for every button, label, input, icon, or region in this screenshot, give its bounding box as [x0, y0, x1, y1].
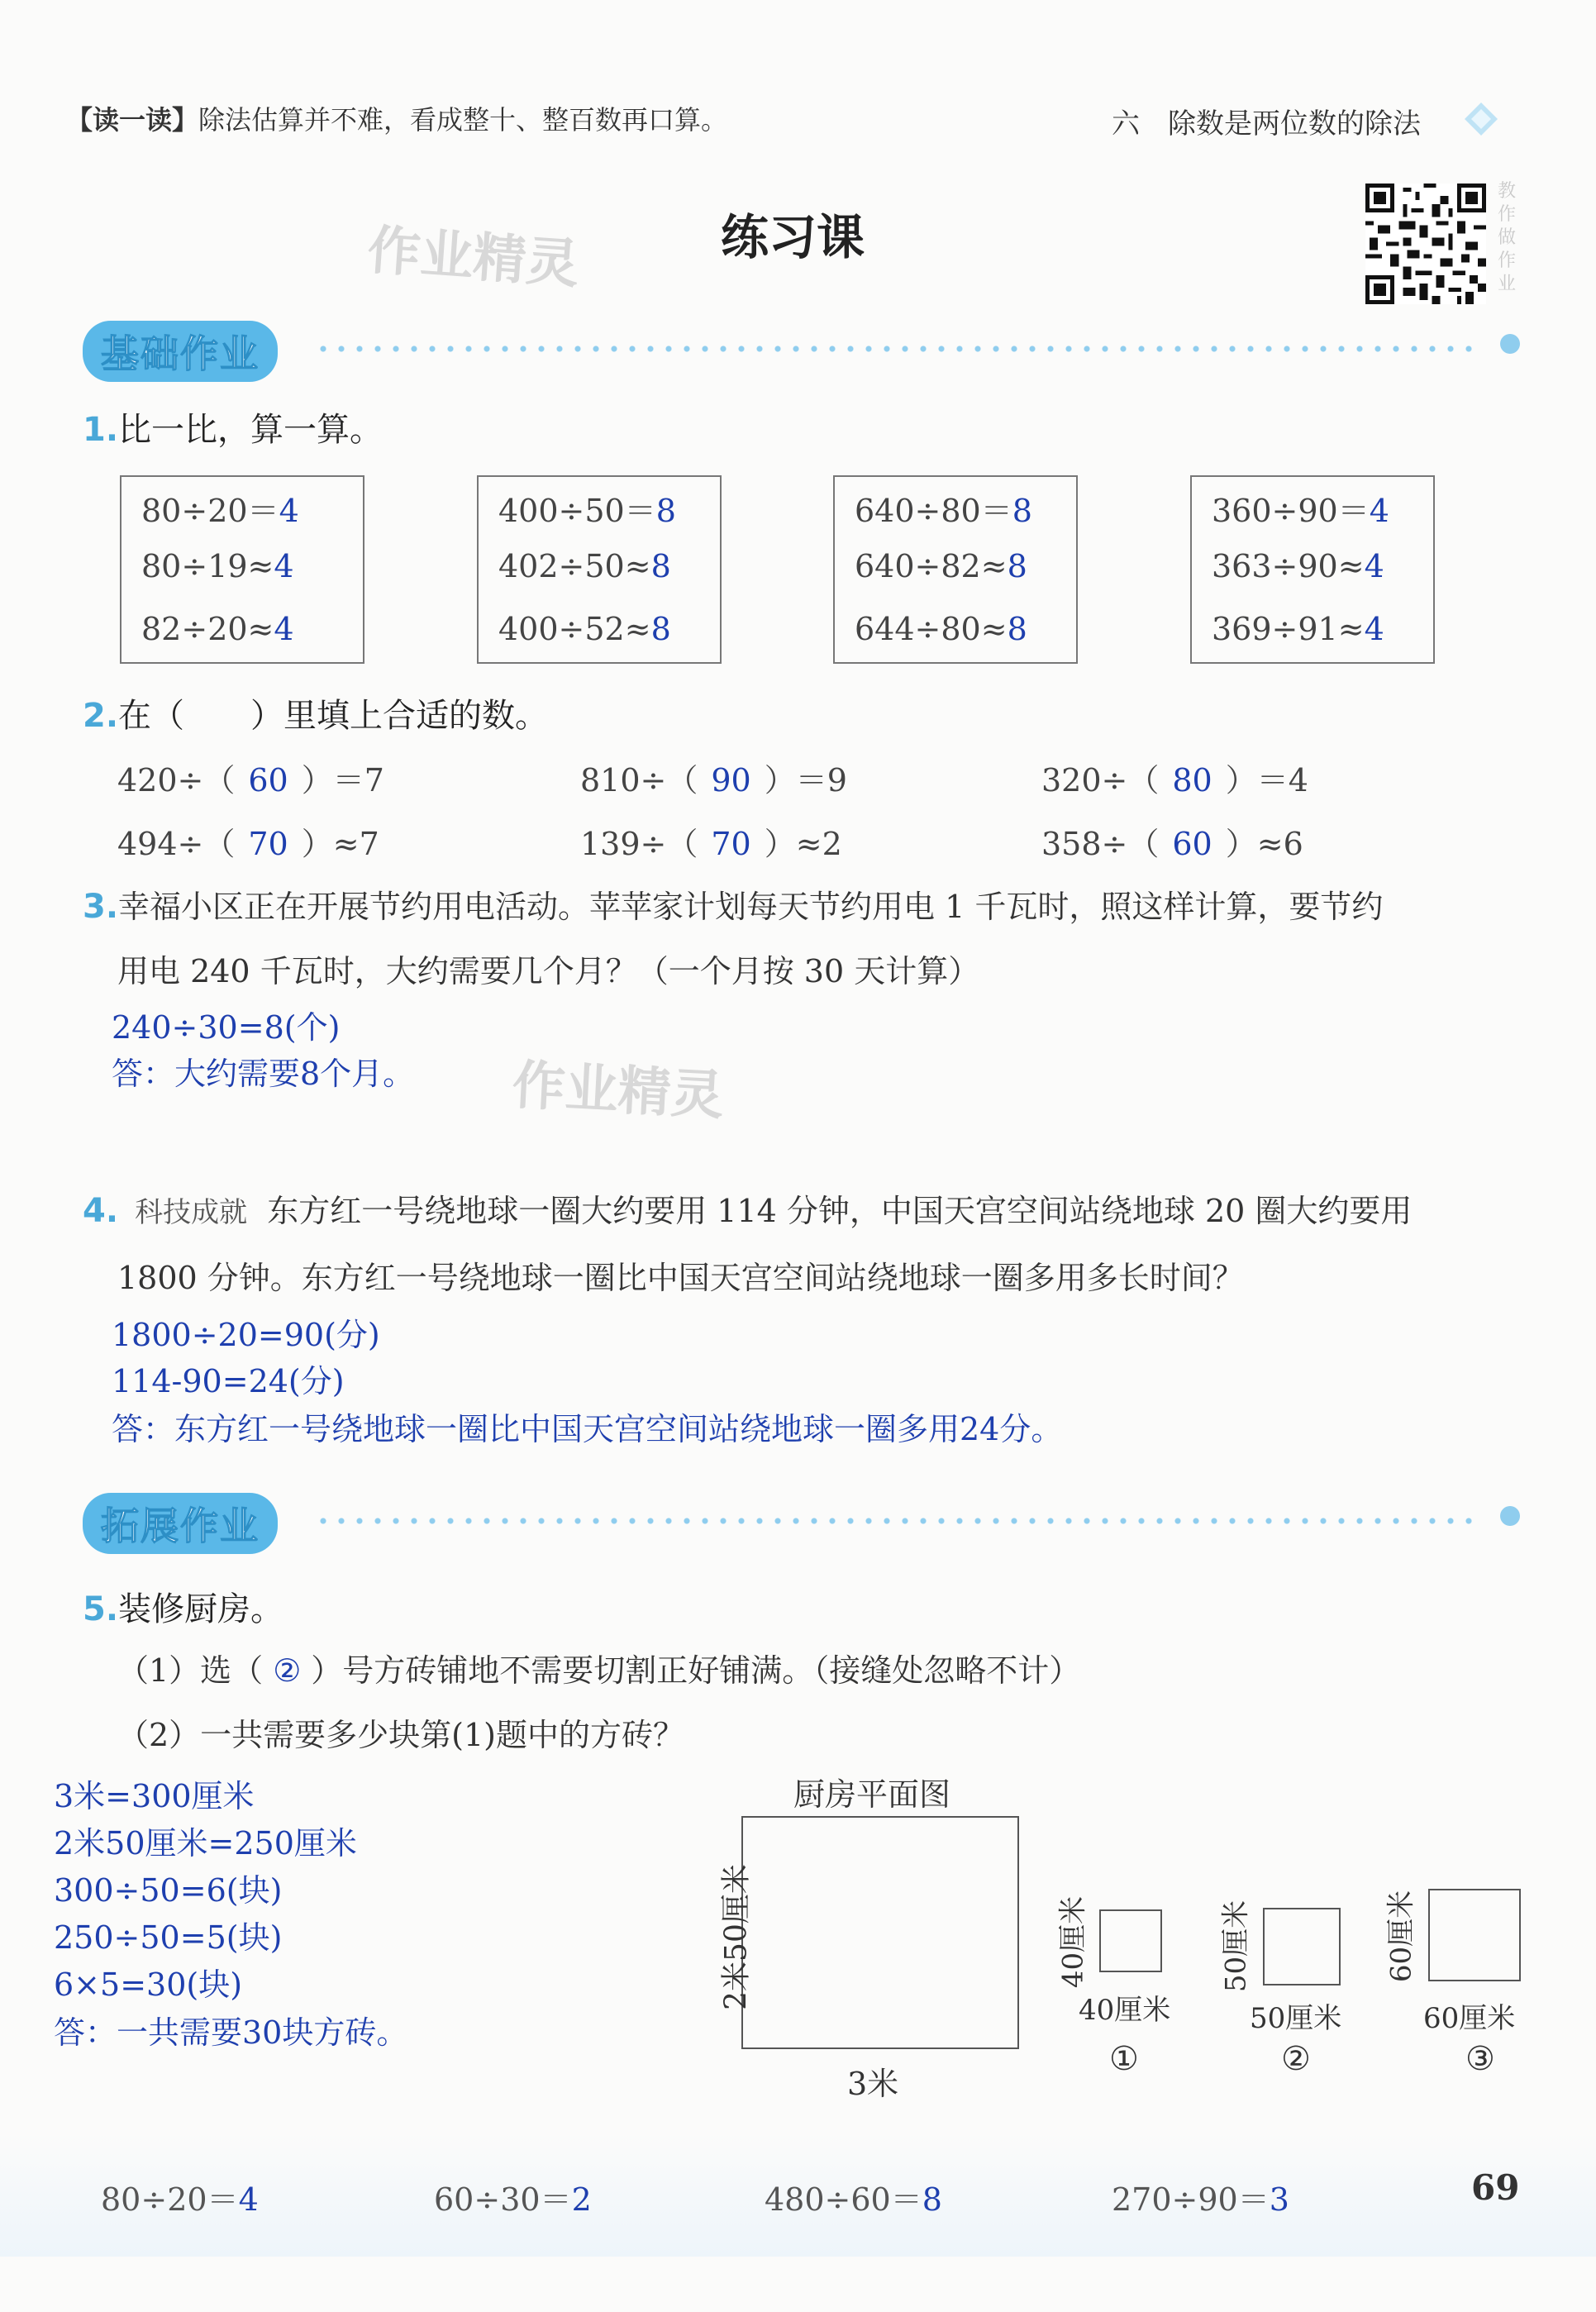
q1-box-line: 369÷91≈4 — [1212, 611, 1384, 647]
q1-box-line: 640÷82≈8 — [855, 548, 1027, 584]
q1-box-line: 640÷80＝8 — [855, 493, 1032, 529]
q1-answer: 4 — [1364, 548, 1384, 584]
section-extend-end-dot — [1500, 1506, 1520, 1526]
chapter-title: 六 除数是两位数的除法 — [1112, 107, 1421, 141]
q2-answer: 60 — [1172, 826, 1212, 862]
q1-box-line: 360÷90＝4 — [1212, 493, 1389, 529]
q5-number: 5. — [83, 1590, 119, 1628]
section-extend-label: 拓展作业 — [83, 1493, 278, 1554]
q2-answer: 70 — [248, 826, 288, 862]
tile-3-square — [1428, 1889, 1521, 1981]
q3-line-2: 用电 240 千瓦时，大约需要几个月？（一个月按 30 天计算） — [117, 953, 980, 989]
footer-item: 480÷60＝8 — [765, 2181, 942, 2218]
q2-item: 494÷（ 70 ）≈7 — [117, 826, 379, 862]
q1-number: 1. — [83, 411, 119, 449]
footer-answer: 8 — [922, 2181, 942, 2218]
header-read-tip — [66, 99, 727, 137]
footer-item: 60÷30＝2 — [434, 2181, 592, 2218]
q1-box-line: 82÷20≈4 — [141, 611, 294, 647]
q1-answer: 8 — [1012, 493, 1032, 529]
q5-sub1-answer: ② — [273, 1652, 302, 1689]
q1-box-line: 80÷19≈4 — [141, 548, 294, 584]
section-basic-end-dot — [1500, 334, 1520, 354]
kitchen-plan-rect — [741, 1816, 1019, 2049]
page-title: 练习课 — [721, 209, 865, 265]
footer-answer: 4 — [238, 2181, 259, 2218]
kitchen-plan-height-label: 2米50厘米 — [719, 1864, 754, 2010]
section-basic-label: 基础作业 — [83, 321, 278, 382]
q1-answer: 4 — [279, 493, 299, 529]
qr-code[interactable] — [1365, 184, 1486, 304]
footer-answer: 3 — [1269, 2181, 1289, 2218]
q2-item: 358÷（ 60 ）≈6 — [1041, 826, 1303, 862]
watermark-2: 作业精灵 — [510, 1055, 726, 1127]
q1-box-4 — [1190, 475, 1435, 664]
q5-answer-3: 300÷50=6(块) — [54, 1872, 283, 1909]
q1-box-line: 80÷20＝4 — [141, 493, 299, 529]
section-extend-divider — [314, 1518, 1479, 1524]
q1-answer: 4 — [274, 611, 294, 647]
kitchen-plan-width-label: 3米 — [847, 2066, 899, 2102]
tile-3-bottom-label: 60厘米 — [1423, 2002, 1516, 2035]
qr-side-text: 教作做作业 — [1498, 181, 1517, 294]
tile-1-number: ① — [1109, 2040, 1139, 2078]
q4-line-1: 东方红一号绕地球一圈大约要用 114 分钟，中国天宫空间站绕地球 20 圈大约要用 — [267, 1193, 1413, 1229]
page-number: 69 — [1471, 2167, 1520, 2208]
q2-number: 2. — [83, 697, 119, 735]
q3-answer-2: 答：大约需要8个月。 — [112, 1056, 415, 1092]
tile-1-square — [1099, 1909, 1162, 1972]
q1-text: 比一比，算一算。 — [118, 411, 384, 449]
read-text: 除法估算并不难，看成整十、整百数再口算。 — [198, 104, 728, 136]
q5-text: 装修厨房。 — [118, 1590, 284, 1628]
q1-box-line: 644÷80≈8 — [855, 611, 1027, 647]
read-tag: 【读一读】 — [66, 104, 199, 136]
section-basic-divider — [314, 346, 1479, 352]
q2-answer: 80 — [1172, 762, 1212, 798]
kitchen-plan-title: 厨房平面图 — [793, 1776, 951, 1813]
tile-2-bottom-label: 50厘米 — [1250, 2002, 1342, 2035]
tile-3-side-label: 60厘米 — [1384, 1890, 1418, 1983]
q4-number: 4. — [83, 1192, 119, 1230]
q1-box-3 — [833, 475, 1078, 664]
q2-answer: 90 — [711, 762, 751, 798]
q1-answer: 8 — [650, 611, 671, 647]
q1-box-line: 400÷52≈8 — [498, 611, 671, 647]
section-extend-header — [83, 1494, 278, 1552]
tile-3-number: ③ — [1465, 2040, 1495, 2078]
q4-answer-2: 114-90=24(分) — [112, 1363, 345, 1399]
tile-2-side-label: 50厘米 — [1219, 1900, 1253, 1993]
q2-prompt — [83, 689, 548, 737]
q2-item: 139÷（ 70 ）≈2 — [580, 826, 842, 862]
q5-answer-6: 答：一共需要30块方砖。 — [54, 2014, 408, 2051]
q1-prompt — [83, 403, 383, 450]
footer-answer: 2 — [571, 2181, 592, 2218]
q4-answer-3: 答：东方红一号绕地球一圈比中国天宫空间站绕地球一圈多用24分。 — [112, 1411, 1063, 1447]
q1-box-line: 402÷50≈8 — [498, 548, 671, 584]
q1-answer: 8 — [650, 548, 671, 584]
q4-question — [83, 1185, 1412, 1231]
section-basic-header — [83, 322, 278, 380]
q3-question — [83, 881, 1383, 927]
q2-item: 320÷（ 80 ）＝4 — [1041, 762, 1308, 798]
q1-box-line: 400÷50＝8 — [498, 493, 676, 529]
q2-answer: 70 — [711, 826, 751, 862]
q1-box-2 — [477, 475, 722, 664]
q3-number: 3. — [83, 888, 119, 926]
q2-text: 在（ ）里填上合适的数。 — [118, 697, 549, 735]
q5-sub1: （1）选（ ② ）号方砖铺地不需要切割正好铺满。（接缝处忽略不计） — [117, 1652, 1081, 1689]
q1-answer: 4 — [1364, 611, 1384, 647]
q3-answer-1: 240÷30=8(个) — [112, 1009, 341, 1046]
q5-answer-4: 250÷50=5(块) — [54, 1919, 283, 1956]
tile-2-number: ② — [1281, 2040, 1311, 2078]
chapter-diamond-icon — [1463, 101, 1499, 137]
q3-line-1: 幸福小区正在开展节约用电活动。苹苹家计划每天节约用电 1 千瓦时，照这样计算，要节约 — [118, 889, 1384, 925]
q5-prompt — [83, 1583, 283, 1630]
tile-1-bottom-label: 40厘米 — [1079, 1994, 1171, 2027]
q4-line-2: 1800 分钟。东方红一号绕地球一圈比中国天宫空间站绕地球一圈多用多长时间？ — [117, 1260, 1244, 1296]
footer-item: 270÷90＝3 — [1112, 2181, 1289, 2218]
q1-answer: 8 — [1007, 611, 1027, 647]
q4-tag: 科技成就 — [135, 1196, 248, 1229]
q1-answer: 4 — [1369, 493, 1389, 529]
tile-1-side-label: 40厘米 — [1056, 1895, 1090, 1989]
q1-answer: 4 — [274, 548, 294, 584]
q5-answer-1: 3米=300厘米 — [54, 1778, 255, 1814]
q1-box-1 — [120, 475, 364, 664]
footer-item: 80÷20＝4 — [101, 2181, 259, 2218]
q5-sub2: （2）一共需要多少块第(1)题中的方砖？ — [117, 1717, 685, 1753]
watermark: 作业精灵 — [365, 220, 581, 296]
q1-answer: 8 — [1007, 548, 1027, 584]
q5-answer-2: 2米50厘米=250厘米 — [54, 1825, 357, 1862]
q5-answer-5: 6×5=30(块) — [54, 1966, 243, 2003]
q4-answer-1: 1800÷20=90(分) — [112, 1317, 380, 1353]
q1-box-line: 363÷90≈4 — [1212, 548, 1384, 584]
q2-item: 420÷（ 60 ）＝7 — [117, 762, 384, 798]
tile-2-square — [1263, 1908, 1341, 1985]
q1-answer: 8 — [655, 493, 676, 529]
q2-answer: 60 — [248, 762, 288, 798]
q2-item: 810÷（ 90 ）＝9 — [580, 762, 847, 798]
